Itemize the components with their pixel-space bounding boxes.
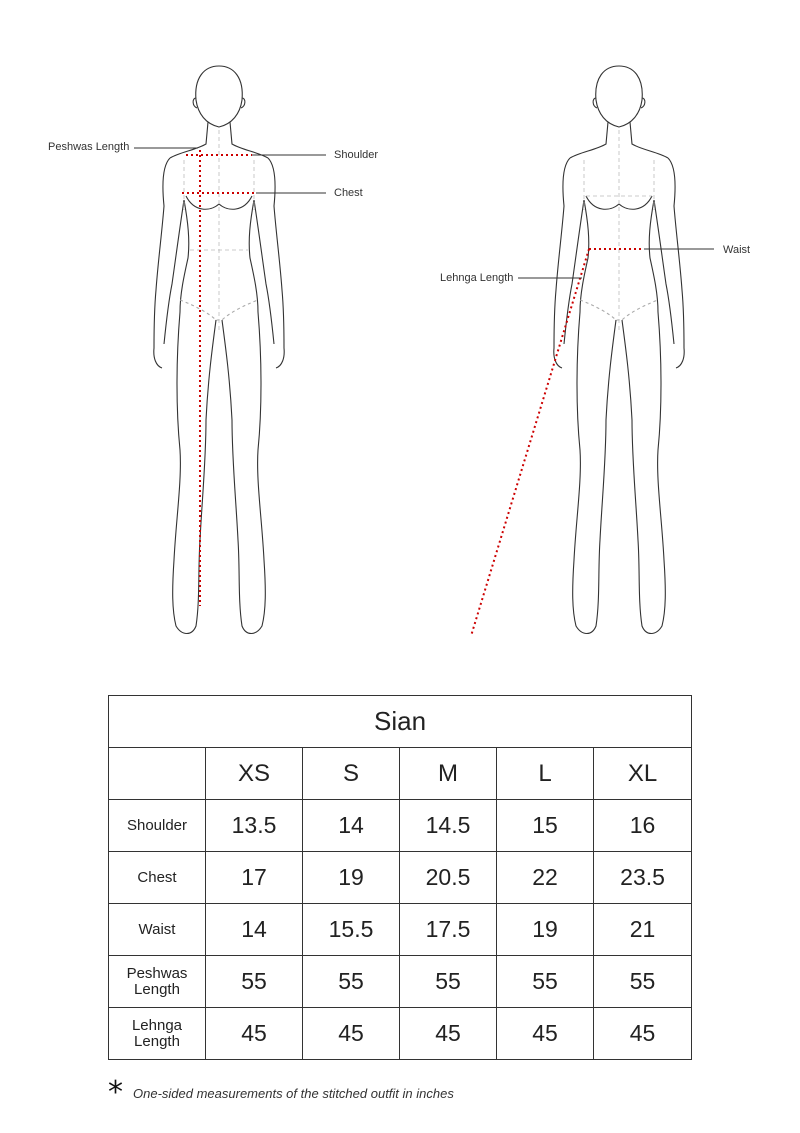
row-label-lehnga-length: Lehnga Length [109, 1008, 206, 1060]
size-header-s: S [303, 748, 400, 800]
table-title: Sian [109, 696, 692, 748]
table-row [109, 904, 692, 956]
size-header-m: M [400, 748, 497, 800]
row-label-chest: Chest [109, 852, 206, 904]
table-cell: 21 [594, 904, 692, 956]
table-cell: 14.5 [400, 800, 497, 852]
table-cell: 45 [206, 1008, 303, 1060]
footnote [108, 1075, 454, 1110]
table-cell: 45 [497, 1008, 594, 1060]
right-figure-guides [584, 130, 654, 330]
shoulder-callout: Shoulder [334, 149, 379, 161]
table-cell: 20.5 [400, 852, 497, 904]
table-cell: 14 [206, 904, 303, 956]
table-row [109, 800, 692, 852]
lehnga-length-callout: Lehnga Length [440, 272, 514, 284]
table-cell: 55 [594, 956, 692, 1008]
table-title-row [109, 696, 692, 748]
table-header-row [109, 748, 692, 800]
row-label-shoulder: Shoulder [109, 800, 206, 852]
size-chart-table [108, 695, 692, 1060]
table-cell: 17 [206, 852, 303, 904]
table-cell: 16 [594, 800, 692, 852]
asterisk-icon: * [108, 1075, 123, 1110]
table-cell: 13.5 [206, 800, 303, 852]
size-header-xs: XS [206, 748, 303, 800]
table-cell: 55 [206, 956, 303, 1008]
table-cell: 45 [594, 1008, 692, 1060]
table-row [109, 852, 692, 904]
table-cell: 17.5 [400, 904, 497, 956]
header-empty-cell [109, 748, 206, 800]
table-cell: 14 [303, 800, 400, 852]
table-cell: 15 [497, 800, 594, 852]
right-measure-lines [471, 249, 644, 636]
table-cell: 22 [497, 852, 594, 904]
lehnga-measure-line [471, 249, 589, 636]
row-label-waist: Waist [109, 904, 206, 956]
waist-callout: Waist [723, 244, 751, 256]
table-cell: 55 [497, 956, 594, 1008]
left-figure-guides [184, 130, 254, 330]
chest-callout: Chest [334, 187, 363, 199]
size-header-xl: XL [594, 748, 692, 800]
table-cell: 23.5 [594, 852, 692, 904]
table-cell: 55 [303, 956, 400, 1008]
table-row [109, 956, 692, 1008]
footnote-text: One-sided measurements of the stitched outfit in inches [133, 1085, 454, 1101]
peshwas-length-callout: Peshwas Length [48, 141, 130, 153]
table-cell: 19 [497, 904, 594, 956]
table-cell: 45 [303, 1008, 400, 1060]
table-cell: 15.5 [303, 904, 400, 956]
table-cell: 55 [400, 956, 497, 1008]
table-cell: 45 [400, 1008, 497, 1060]
left-measure-lines [182, 150, 256, 606]
size-header-l: L [497, 748, 594, 800]
right-leader-lines [518, 249, 714, 278]
row-label-peshwas-length: Peshwas Length [109, 956, 206, 1008]
table-cell: 19 [303, 852, 400, 904]
table-row [109, 1008, 692, 1060]
